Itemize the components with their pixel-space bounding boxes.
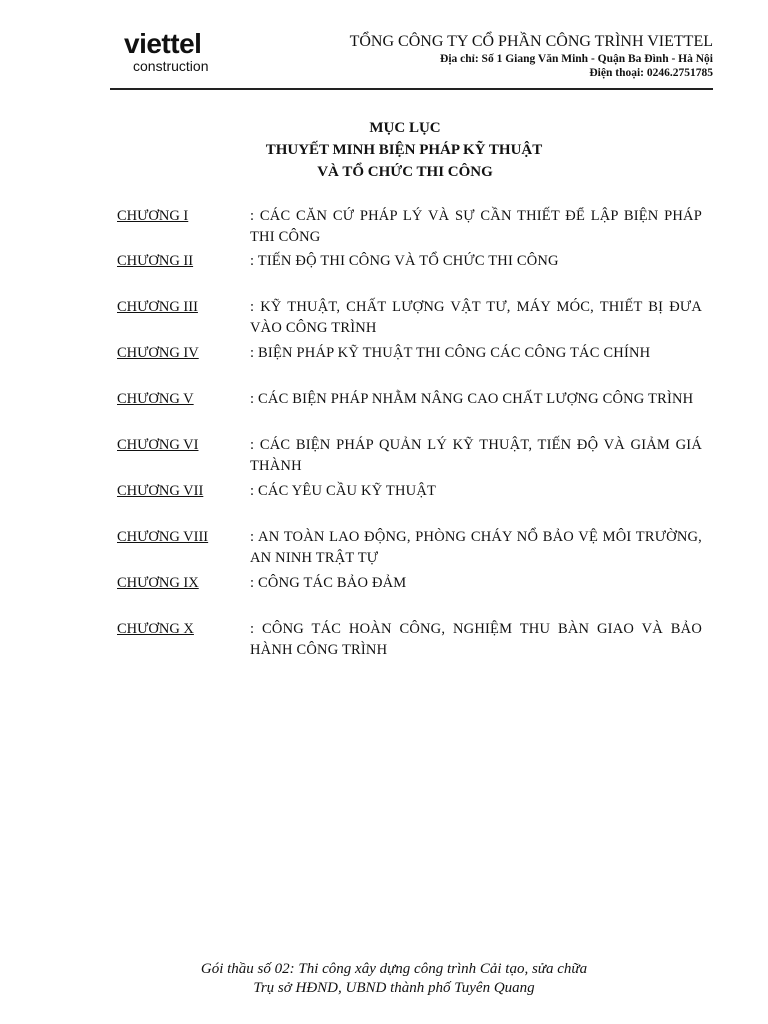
title-line-2: THUYẾT MINH BIỆN PHÁP KỸ THUẬT xyxy=(265,142,543,158)
toc-row-8 xyxy=(117,527,702,569)
toc-row-4 xyxy=(117,343,702,364)
toc-row-5 xyxy=(117,389,702,410)
toc-chapter-title: : CÔNG TÁC HOÀN CÔNG, NGHIỆM THU BÀN GIAO VÀ BẢO HÀNH CÔNG TRÌNH xyxy=(250,621,702,658)
toc-chapter-link[interactable]: CHƯƠNG IX xyxy=(117,575,199,591)
toc-chapter-link[interactable]: CHƯƠNG III xyxy=(117,299,198,315)
page-footer xyxy=(0,960,768,998)
logo-subtitle: construction xyxy=(133,58,209,74)
toc-chapter-link[interactable]: CHƯƠNG II xyxy=(117,253,194,269)
toc-chapter-link[interactable]: CHƯƠNG V xyxy=(117,391,194,407)
document-title xyxy=(0,117,768,183)
toc-chapter-title: : BIỆN PHÁP KỸ THUẬT THI CÔNG CÁC CÔNG TÁC CHÍNH xyxy=(250,345,651,361)
toc-row-3 xyxy=(117,297,702,339)
footer-line-1: Gói thầu số 02: Thi công xây dựng công trình Cải tạo, sửa chữa xyxy=(200,961,588,977)
toc-chapter-title: : CÁC YÊU CẦU KỸ THUẬT xyxy=(250,483,437,499)
page-header xyxy=(110,26,713,90)
toc-chapter-link[interactable]: CHƯƠNG VI xyxy=(117,437,199,453)
logo-wordmark: viettel xyxy=(124,28,202,59)
company-phone: Điện thoại: 0246.2751785 xyxy=(589,67,713,79)
company-address: Địa chỉ: Số 1 Giang Văn Minh - Quận Ba Đình - Hà Nội xyxy=(440,53,713,65)
toc-row-2 xyxy=(117,251,702,272)
title-line-3: VÀ TỔ CHỨC THI CÔNG xyxy=(317,164,493,180)
toc-chapter-title: : KỸ THUẬT, CHẤT LƯỢNG VẬT TƯ, MÁY MÓC, THIẾT BỊ ĐƯA VÀO CÔNG TRÌNH xyxy=(250,299,702,336)
toc-row-1 xyxy=(117,206,702,248)
toc-chapter-title: : CÁC CĂN CỨ PHÁP LÝ VÀ SỰ CẦN THIẾT ĐỂ LẬP BIỆN PHÁP THI CÔNG xyxy=(250,208,702,245)
toc-chapter-title: : CÁC BIỆN PHÁP NHẰM NÂNG CAO CHẤT LƯỢNG CÔNG TRÌNH xyxy=(250,391,694,407)
toc-chapter-link[interactable]: CHƯƠNG VIII xyxy=(117,529,209,545)
toc-row-10 xyxy=(117,619,702,661)
company-info xyxy=(350,32,713,80)
toc-row-6 xyxy=(117,435,702,477)
toc-chapter-link[interactable]: CHƯƠNG X xyxy=(117,621,194,637)
toc-chapter-link[interactable]: CHƯƠNG VII xyxy=(117,483,204,499)
toc-chapter-title: : TIẾN ĐỘ THI CÔNG VÀ TỔ CHỨC THI CÔNG xyxy=(250,253,559,269)
toc-row-7 xyxy=(117,481,702,502)
toc-chapter-title: : AN TOÀN LAO ĐỘNG, PHÒNG CHÁY NỔ BẢO VỆ MÔI TRƯỜNG, AN NINH TRẬT TỰ xyxy=(250,529,702,566)
toc-chapter-title: : CÔNG TÁC BẢO ĐẢM xyxy=(250,575,407,591)
toc-chapter-link[interactable]: CHƯƠNG I xyxy=(117,208,189,224)
toc-row-9 xyxy=(117,573,702,594)
title-line-1: MỤC LỤC xyxy=(369,120,441,136)
footer-line-2: Trụ sở HĐND, UBND thành phố Tuyên Quang xyxy=(253,980,535,996)
viettel-construction-logo xyxy=(124,30,254,74)
toc-chapter-link[interactable]: CHƯƠNG IV xyxy=(117,345,199,361)
company-name: TỔNG CÔNG TY CỔ PHẦN CÔNG TRÌNH VIETTEL xyxy=(349,33,713,50)
toc-chapter-title: : CÁC BIỆN PHÁP QUẢN LÝ KỸ THUẬT, TIẾN ĐỘ VÀ GIẢM GIÁ THÀNH xyxy=(250,437,702,474)
